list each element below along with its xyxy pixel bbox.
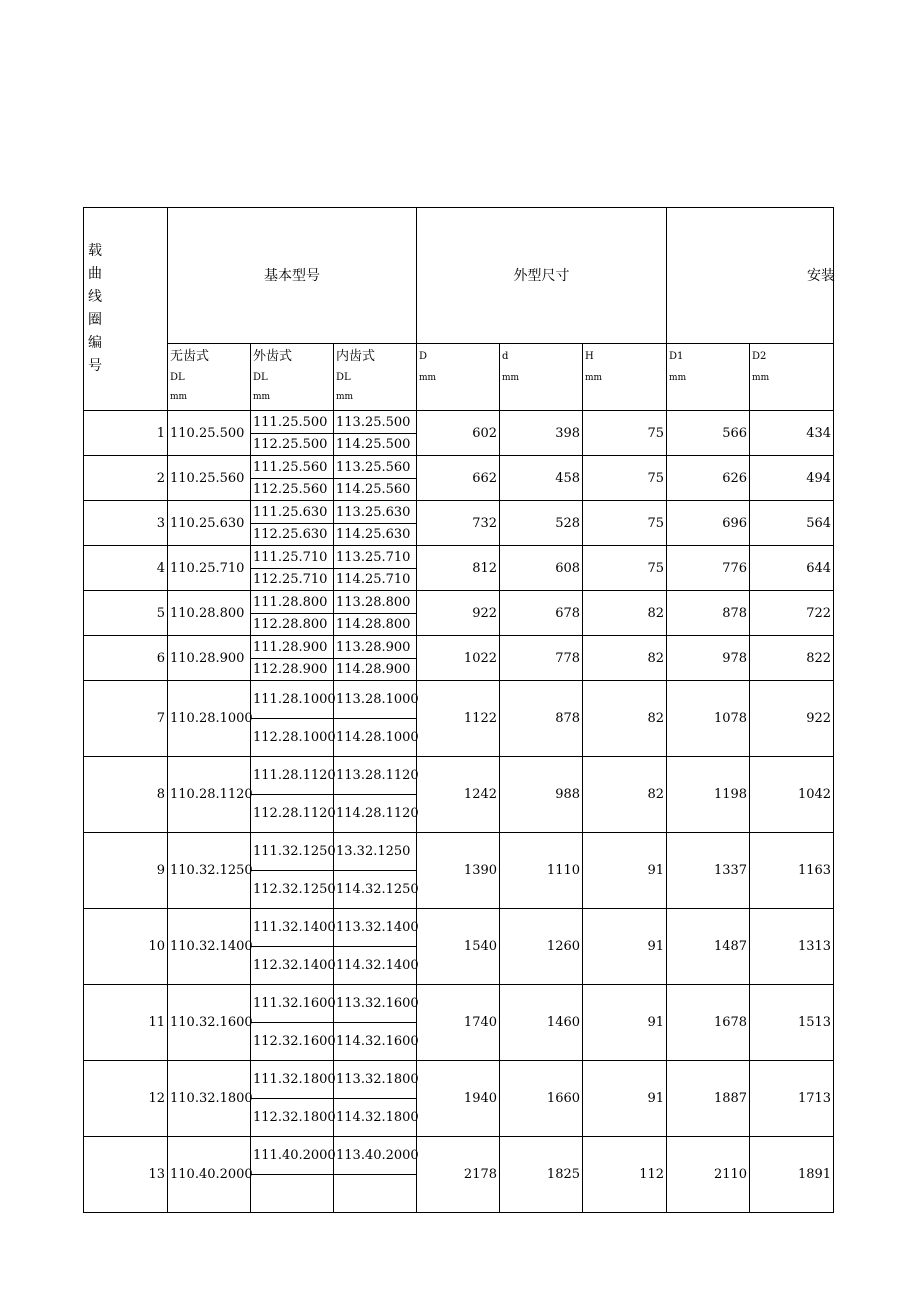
row-number: 8 [84,757,168,833]
table-row [84,985,834,1023]
model-plain: 110.25.560 [168,456,251,501]
row-number: 5 [84,591,168,636]
dim-D: 662 [417,456,500,501]
dim-d: 458 [500,456,583,501]
dim-D1: 1337 [667,833,750,909]
dim-D: 1390 [417,833,500,909]
model-internal-gear: 114.25.500 [334,434,417,456]
table-row [84,591,834,614]
row-number: 9 [84,833,168,909]
dim-D2: 644 [750,546,834,591]
spec-sheet [83,207,836,1182]
dim-d: 1110 [500,833,583,909]
model-external-gear: 111.40.2000 [251,1137,334,1175]
dim-D: 602 [417,411,500,456]
dim-D1: 2110 [667,1137,750,1213]
dim-H: 112 [583,1137,667,1213]
dim-d: 1260 [500,909,583,985]
spec-table [83,207,834,1213]
dim-H: 75 [583,546,667,591]
table-row [84,681,834,719]
dim-d: 608 [500,546,583,591]
header-basic-model: 基本型号 [168,208,417,344]
dim-D: 812 [417,546,500,591]
header-coil-number [84,208,168,411]
model-internal-gear: 114.32.1800 [334,1099,417,1137]
dim-D2: 1042 [750,757,834,833]
model-plain: 110.28.1000 [168,681,251,757]
dim-D1: 696 [667,501,750,546]
model-internal-gear: 113.32.1400 [334,909,417,947]
dim-D: 1940 [417,1061,500,1137]
model-external-gear: 111.28.1120 [251,757,334,795]
dim-H: 82 [583,757,667,833]
table-row [84,1137,834,1175]
dim-H: 75 [583,456,667,501]
dim-d: 678 [500,591,583,636]
model-external-gear: 112.25.500 [251,434,334,456]
model-external-gear [251,1175,334,1213]
model-plain: 110.28.800 [168,591,251,636]
model-internal-gear: 114.32.1400 [334,947,417,985]
dim-D1: 978 [667,636,750,681]
dim-d: 1460 [500,985,583,1061]
model-plain: 110.32.1400 [168,909,251,985]
model-internal-gear: 114.28.800 [334,614,417,636]
table-row [84,1061,834,1099]
row-number: 6 [84,636,168,681]
header-outer-dimensions: 外型尺寸 [417,208,667,344]
subheader-D2: D2 mm [750,344,834,411]
table-row [84,757,834,795]
dim-d: 988 [500,757,583,833]
model-internal-gear: 113.28.1120 [334,757,417,795]
table-row [84,546,834,569]
dim-D1: 1678 [667,985,750,1061]
model-internal-gear: 113.25.560 [334,456,417,479]
subheader-d: d mm [500,344,583,411]
model-external-gear: 111.32.1800 [251,1061,334,1099]
dim-H: 91 [583,833,667,909]
model-external-gear: 112.32.1250 [251,871,334,909]
subheader-internal-gear: 内齿式 DL mm [334,344,417,411]
header-char: 载 [88,243,102,259]
model-external-gear: 112.32.1600 [251,1023,334,1061]
row-number: 13 [84,1137,168,1213]
model-plain: 110.25.710 [168,546,251,591]
subheader-plain: 无齿式 DL mm [168,344,251,411]
model-external-gear: 111.25.500 [251,411,334,434]
dim-H: 82 [583,636,667,681]
model-plain: 110.32.1800 [168,1061,251,1137]
model-plain: 110.40.2000 [168,1137,251,1213]
dim-D: 1022 [417,636,500,681]
model-plain: 110.32.1250 [168,833,251,909]
dim-D1: 1487 [667,909,750,985]
model-external-gear: 111.32.1600 [251,985,334,1023]
table-row [84,456,834,479]
model-external-gear: 112.28.1000 [251,719,334,757]
row-number: 12 [84,1061,168,1137]
subheader-D1: D1 mm [667,344,750,411]
subheader-D: D mm [417,344,500,411]
dim-D2: 434 [750,411,834,456]
row-number: 7 [84,681,168,757]
model-internal-gear: 113.25.500 [334,411,417,434]
model-internal-gear: 114.25.630 [334,524,417,546]
dim-D: 922 [417,591,500,636]
model-external-gear: 111.25.560 [251,456,334,479]
model-external-gear: 111.25.630 [251,501,334,524]
dim-D2: 1163 [750,833,834,909]
dim-D: 1242 [417,757,500,833]
dim-d: 1825 [500,1137,583,1213]
dim-d: 778 [500,636,583,681]
dim-D1: 878 [667,591,750,636]
row-number: 10 [84,909,168,985]
model-internal-gear: 114.28.900 [334,659,417,681]
model-internal-gear: 113.28.800 [334,591,417,614]
dim-D1: 626 [667,456,750,501]
model-external-gear: 112.25.560 [251,479,334,501]
dim-d: 398 [500,411,583,456]
dim-H: 75 [583,501,667,546]
model-internal-gear: 114.28.1000 [334,719,417,757]
model-external-gear: 111.28.800 [251,591,334,614]
dim-D2: 1713 [750,1061,834,1137]
model-internal-gear: 113.28.900 [334,636,417,659]
model-external-gear: 112.32.1800 [251,1099,334,1137]
dim-D2: 564 [750,501,834,546]
model-internal-gear: 114.25.710 [334,569,417,591]
dim-D2: 822 [750,636,834,681]
dim-H: 82 [583,681,667,757]
row-number: 2 [84,456,168,501]
dim-D1: 776 [667,546,750,591]
subheader-external-gear: 外齿式 DL mm [251,344,334,411]
model-plain: 110.25.630 [168,501,251,546]
model-plain: 110.28.1120 [168,757,251,833]
dim-d: 1660 [500,1061,583,1137]
table-row [84,833,834,871]
row-number: 11 [84,985,168,1061]
model-external-gear: 112.28.800 [251,614,334,636]
dim-D2: 494 [750,456,834,501]
row-number: 3 [84,501,168,546]
model-internal-gear [334,1175,417,1213]
table-row [84,501,834,524]
model-internal-gear: 113.25.710 [334,546,417,569]
table-row [84,411,834,434]
dim-D2: 1313 [750,909,834,985]
model-external-gear: 111.28.900 [251,636,334,659]
dim-D2: 1891 [750,1137,834,1213]
row-number: 4 [84,546,168,591]
model-external-gear: 111.32.1400 [251,909,334,947]
header-char: 线 [88,289,102,305]
dim-D1: 566 [667,411,750,456]
model-external-gear: 112.25.710 [251,569,334,591]
dim-D: 2178 [417,1137,500,1213]
header-char: 编 [88,335,102,351]
table-row [84,636,834,659]
dim-D1: 1887 [667,1061,750,1137]
model-plain: 110.32.1600 [168,985,251,1061]
model-internal-gear: 113.28.1000 [334,681,417,719]
dim-D2: 722 [750,591,834,636]
model-plain: 110.28.900 [168,636,251,681]
dim-D: 1540 [417,909,500,985]
model-external-gear: 112.25.630 [251,524,334,546]
header-char: 号 [88,358,102,374]
dim-H: 91 [583,985,667,1061]
model-internal-gear: 114.25.560 [334,479,417,501]
dim-d: 528 [500,501,583,546]
model-internal-gear: 113.40.2000 [334,1137,417,1175]
table-row [84,909,834,947]
header-char: 曲 [88,266,102,282]
model-external-gear: 111.28.1000 [251,681,334,719]
model-internal-gear: 113.25.630 [334,501,417,524]
row-number: 1 [84,411,168,456]
model-external-gear: 112.28.900 [251,659,334,681]
dim-d: 878 [500,681,583,757]
model-internal-gear: 113.32.1800 [334,1061,417,1099]
dim-H: 75 [583,411,667,456]
model-external-gear: 112.28.1120 [251,795,334,833]
subheader-H: H mm [583,344,667,411]
model-plain: 110.25.500 [168,411,251,456]
model-internal-gear: 114.28.1120 [334,795,417,833]
dim-H: 91 [583,909,667,985]
model-external-gear: 111.32.1250 [251,833,334,871]
dim-D: 1122 [417,681,500,757]
dim-D: 1740 [417,985,500,1061]
model-internal-gear: 114.32.1250 [334,871,417,909]
header-char: 圈 [88,312,102,328]
dim-H: 91 [583,1061,667,1137]
dim-D: 732 [417,501,500,546]
model-internal-gear: 114.32.1600 [334,1023,417,1061]
model-internal-gear: 13.32.1250 [334,833,417,871]
dim-D2: 1513 [750,985,834,1061]
dim-D1: 1198 [667,757,750,833]
header-install: 安装 [667,208,834,344]
dim-D2: 922 [750,681,834,757]
model-external-gear: 111.25.710 [251,546,334,569]
model-external-gear: 112.32.1400 [251,947,334,985]
dim-D1: 1078 [667,681,750,757]
dim-H: 82 [583,591,667,636]
model-internal-gear: 113.32.1600 [334,985,417,1023]
